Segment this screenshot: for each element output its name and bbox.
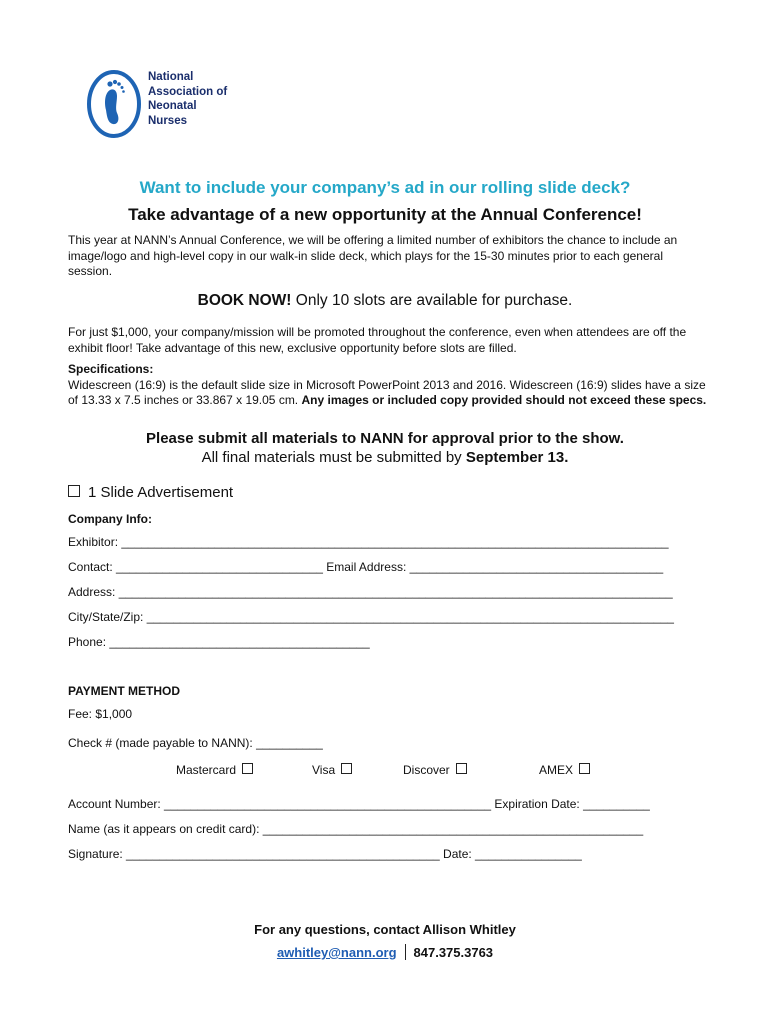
submit-date: September 13. (465, 449, 569, 466)
footprint-icon (86, 68, 142, 140)
contact-phone: 847.375.3763 (413, 945, 494, 960)
company-info-heading: Company Info: (68, 512, 152, 526)
submit-line-2 (0, 449, 770, 466)
submit-prefix: All final materials must be submitted by (201, 449, 466, 466)
exhibitor-field[interactable]: Exhibitor: __________________________________________________________________________________ (68, 535, 669, 549)
subheadline: Take advantage of a new opportunity at the Annual Conference! (128, 205, 642, 224)
specs-body (68, 378, 708, 409)
city-state-zip-field[interactable]: City/State/Zip: _______________________________________________________________________________ (68, 610, 674, 624)
card-label: AMEX (539, 763, 574, 777)
card-option-amex[interactable] (539, 763, 590, 777)
slide-ad-option[interactable] (68, 484, 233, 501)
contact-details (0, 944, 770, 960)
nann-logo (86, 68, 246, 140)
contact-email-field[interactable]: Contact: _______________________________ Email Address: ______________________________________ (68, 560, 664, 574)
mastercard-checkbox[interactable] (242, 763, 253, 774)
fee-text: Fee: $1,000 (68, 707, 133, 721)
logo-line: Neonatal (148, 100, 197, 112)
logo-wordmark (148, 70, 227, 128)
specifications (68, 362, 708, 409)
specs-text: Widescreen (16:9) is the default slide size in Microsoft PowerPoint 2013 and 2016. Widescreen (16:9) slides have a size of 13.33 x 7.5 inches or 33.867 x 19.05 cm. (68, 377, 706, 407)
signature-field[interactable]: Signature: _______________________________________________ Date: ________________ (68, 847, 582, 861)
card-option-mastercard[interactable] (176, 763, 253, 777)
card-option-visa[interactable] (312, 763, 352, 777)
book-now-line (0, 292, 770, 310)
headline: Want to include your company’s ad in our rolling slide deck? (139, 178, 631, 197)
book-now-strong: BOOK NOW! (197, 292, 292, 309)
card-label: Mastercard (176, 763, 237, 777)
logo-line: Association of (148, 85, 228, 98)
submit-line-1: Please submit all materials to NANN for approval prior to the show. (146, 430, 624, 447)
contact-email-link[interactable]: awhitley@nann.org (276, 945, 397, 960)
promo-paragraph: For just $1,000, your company/mission will be promoted throughout the conference, even when attendees are off the exhibit floor! Take advantage of this new, exclusive opportunity before slots are filled. (68, 325, 687, 355)
address-field[interactable]: Address: ___________________________________________________________________________________ (68, 585, 673, 599)
slide-ad-label: 1 Slide Advertisement (88, 484, 234, 501)
account-number-field[interactable]: Account Number: _________________________________________________ Expiration Date: __________ (68, 797, 650, 811)
card-option-discover[interactable] (403, 763, 467, 777)
payment-heading: PAYMENT METHOD (68, 684, 181, 698)
card-label: Visa (312, 763, 336, 777)
visa-checkbox[interactable] (341, 763, 352, 774)
logo-line: Nurses (148, 114, 187, 127)
discover-checkbox[interactable] (456, 763, 467, 774)
logo-line: National (148, 71, 194, 83)
book-now-rest: Only 10 slots are available for purchase. (291, 292, 573, 309)
slide-ad-checkbox[interactable] (68, 485, 80, 497)
check-field[interactable]: Check # (made payable to NANN): __________ (68, 736, 323, 750)
phone-field[interactable]: Phone: _______________________________________ (68, 635, 370, 649)
specs-bold: Any images or included copy provided should not exceed these specs. (301, 393, 707, 407)
specs-heading: Specifications: (68, 362, 154, 376)
card-label: Discover (403, 763, 450, 777)
cardholder-name-field[interactable]: Name (as it appears on credit card): _________________________________________________________ (68, 822, 644, 836)
divider (405, 944, 406, 960)
questions-contact: For any questions, contact Allison Whitley (254, 922, 516, 937)
intro-paragraph: This year at NANN’s Annual Conference, we will be offering a limited number of exhibitors the chance to include an image/logo and high-level copy in our walk-in slide deck, which plays for the 15-30 minutes prior to each general session. (68, 233, 678, 278)
amex-checkbox[interactable] (579, 763, 590, 774)
